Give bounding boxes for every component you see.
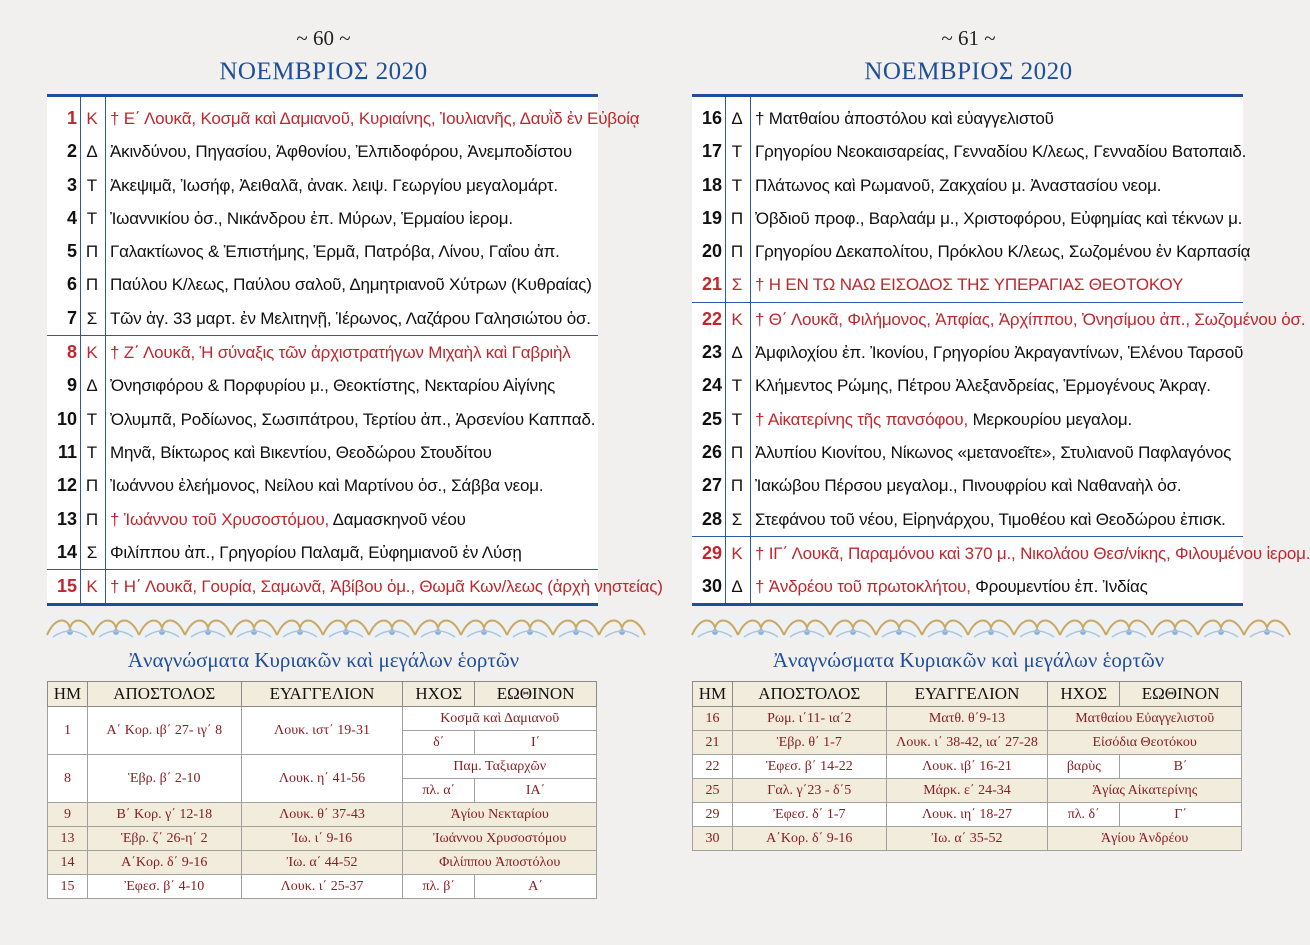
reading-eothinon: ΙΑ΄ [475, 779, 597, 803]
day-number: 26 [701, 441, 722, 462]
weekday-letter: Κ [731, 309, 743, 329]
day-number: 5 [66, 241, 77, 262]
calendar-row [47, 436, 598, 469]
weekday-letter: Κ [86, 343, 98, 363]
saints-text-part: Ὀβδιοῦ προφ., Βαρλαάμ μ., Χριστοφόρου, Εὐφημίας καὶ τέκνων μ. [755, 208, 1243, 228]
saints-text-part: Πλάτωνος καὶ Ρωμανοῦ, Ζακχαίου μ. Ἀναστασίου νεομ. [755, 175, 1162, 195]
weekday-letter: Π [730, 442, 744, 462]
reading-eothinon: Γ΄ [1120, 803, 1242, 827]
weekday-letter: Π [85, 275, 99, 295]
day-number: 3 [66, 174, 77, 195]
reading-day: 25 [693, 779, 733, 803]
reading-apostle: Α΄ Κορ. ιβ΄ 27- ιγ΄ 8 [87, 707, 241, 755]
reading-day: 21 [693, 731, 733, 755]
day-number: 12 [56, 475, 77, 496]
reading-day: 15 [48, 875, 88, 899]
calendar-row [692, 570, 1243, 603]
reading-day: 1 [48, 707, 88, 755]
reading-gospel: Μάρκ. ε΄ 24-34 [886, 779, 1048, 803]
saints-text-part: † ΙΓ΄ Λουκᾶ, Παραμόνου καὶ 370 μ., Νικολάου Θεσ/νίκης, Φιλουμένου ἱερομ. [755, 543, 1310, 563]
calendar-row [47, 169, 598, 202]
saints-text-part: Κλήμεντος Ρώμης, Πέτρου Ἀλεξανδρείας, Ἑρμογένους Ἀκραγ. [755, 376, 1211, 396]
saints-text [755, 403, 1245, 436]
saints-text [755, 102, 1245, 135]
day-number: 27 [701, 475, 722, 496]
reading-apostle: Ἑβρ. θ΄ 1-7 [732, 731, 886, 755]
weekday-letter: Π [730, 242, 744, 262]
saints-text [755, 169, 1245, 202]
day-number: 23 [701, 342, 722, 363]
reading-apostle: Ἑβρ. ζ΄ 26-η΄ 2 [87, 827, 241, 851]
day-number: 2 [66, 141, 77, 162]
reading-feast: Κοσμᾶ καὶ Δαμιανοῦ [403, 707, 597, 731]
col-header: ΗΜ [48, 682, 88, 707]
saints-text-part: † Ε΄ Λουκᾶ, Κοσμᾶ καὶ Δαμιανοῦ, Κυριαίνης, Ἰουλιανῆς, Δαυῒδ ἐν Εὐβοίᾳ [110, 109, 640, 128]
weekday-letter: Τ [731, 376, 743, 396]
calendar-box [47, 94, 663, 606]
calendar-row [47, 336, 598, 369]
saints-text [755, 570, 1245, 603]
weekday-letter: Σ [731, 509, 743, 529]
weekday-letter: Δ [86, 142, 98, 162]
calendar-row [47, 202, 598, 235]
reading-feast: Ἰωάννου Χρυσοστόμου [403, 827, 597, 851]
reading-tone: βαρὺς [1048, 755, 1120, 779]
reading-eothinon: Ι΄ [475, 731, 597, 755]
saints-text-part: Ὀνησιφόρου & Πορφυρίου μ., Θεοκτίστης, Νεκταρίου Αἰγίνης [110, 376, 556, 396]
col-header: ΕΥΑΓΓΕΛΙΟΝ [886, 682, 1048, 707]
saints-text-part: Μερκουρίου μεγαλομ. [972, 409, 1133, 429]
day-number: 7 [66, 307, 77, 328]
weekday-letter: Τ [86, 208, 98, 228]
saints-text [755, 436, 1245, 469]
weekday-letter: Δ [731, 109, 743, 128]
saints-text [755, 303, 1306, 336]
saints-text-part: Ἀκεψιμᾶ, Ἰωσήφ, Ἀειθαλᾶ, ἀνακ. λειψ. Γεωργίου μεγαλομάρτ. [110, 175, 558, 195]
calendar-row [692, 336, 1243, 369]
day-number: 6 [66, 274, 77, 295]
reading-feast: Ματθαίου Εὐαγγελιστοῦ [1048, 707, 1242, 731]
day-number: 15 [56, 576, 77, 597]
reading-row [693, 779, 1242, 803]
reading-day: 9 [48, 803, 88, 827]
calendar-row [47, 570, 663, 603]
saints-text-part: Ἀλυπίου Κιονίτου, Νίκωνος «μετανοεῖτε», Στυλιανοῦ Παφλαγόνος [755, 442, 1232, 462]
day-number: 8 [66, 342, 77, 363]
saints-text-part: Δαμασκηνοῦ νέου [332, 509, 466, 529]
saints-text-part: † Η΄ Λουκᾶ, Γουρία, Σαμωνᾶ, Ἀβίβου ὁμ., Θωμᾶ Κων/λεως (ἀρχὴ νηστείας) [110, 577, 663, 597]
weekday-letter: Τ [86, 442, 98, 462]
col-header: ΗΧΟΣ [1048, 682, 1120, 707]
saints-text [755, 369, 1245, 402]
weekday-letter: Π [85, 509, 99, 529]
weekday-letter: Κ [731, 543, 743, 563]
page-number: ~ 61 ~ [941, 26, 996, 50]
calendar-rows [47, 102, 663, 603]
day-number: 19 [701, 207, 722, 228]
calendar-row [692, 537, 1310, 570]
saints-text [755, 268, 1245, 301]
calendar-row [47, 536, 598, 570]
saints-text-part: † Ματθαίου ἀποστόλου καὶ εὐαγγελιστοῦ [755, 109, 1054, 128]
calendar-row [692, 469, 1243, 502]
readings-table [692, 681, 1242, 851]
saints-text [755, 235, 1251, 268]
reading-gospel: Λουκ. ι΄ 38-42, ια΄ 27-28 [886, 731, 1048, 755]
saints-text-part: † Θ΄ Λουκᾶ, Φιλήμονος, Ἀπφίας, Ἀρχίππου, Ὀνησίμου ἀπ., Σωζομένου ὁσ. [755, 309, 1306, 329]
reading-row [693, 731, 1242, 755]
calendar-row [47, 135, 598, 168]
saints-text-part: † Ἰωάννου τοῦ Χρυσοστόμου, [110, 509, 333, 529]
day-number: 13 [56, 508, 77, 529]
reading-day: 8 [48, 755, 88, 803]
left-page [47, 0, 663, 945]
reading-tone: πλ. β΄ [403, 875, 475, 899]
saints-text [110, 503, 600, 536]
reading-row [48, 707, 597, 731]
right-page [692, 0, 1310, 945]
reading-gospel: Λουκ. θ΄ 37-43 [241, 803, 403, 827]
saints-text-part: Φρουμεντίου ἐπ. Ἰνδίας [975, 577, 1148, 597]
reading-row [693, 707, 1242, 731]
reading-eothinon: Α΄ [475, 875, 597, 899]
weekday-letter: Δ [86, 376, 98, 396]
weekday-letter: Κ [86, 109, 98, 128]
calendar-row [47, 302, 598, 336]
reading-apostle: Β΄ Κορ. γ΄ 12-18 [87, 803, 241, 827]
reading-apostle: Γαλ. γ΄23 - δ΄5 [732, 779, 886, 803]
weekday-letter: Κ [86, 577, 98, 597]
calendar-row [692, 503, 1243, 537]
calendar-row [692, 369, 1243, 402]
reading-day: 16 [693, 707, 733, 731]
calendar-row [692, 102, 1243, 135]
day-number: 20 [701, 241, 722, 262]
reading-feast: Παμ. Ταξιαρχῶν [403, 755, 597, 779]
saints-text-part: Μηνᾶ, Βίκτωρος καὶ Βικεντίου, Θεοδώρου Στουδίτου [110, 442, 492, 462]
reading-gospel: Λουκ. ι΄ 25-37 [241, 875, 403, 899]
saints-text [755, 135, 1245, 168]
reading-gospel: Ἰω. ι΄ 9-16 [241, 827, 403, 851]
saints-text [110, 135, 600, 168]
reading-apostle: Ἐφεσ. δ΄ 1-7 [732, 803, 886, 827]
col-header: ΕΩΘΙΝΟΝ [1120, 682, 1242, 707]
day-number: 16 [701, 108, 722, 128]
ornament-divider [692, 615, 1245, 641]
reading-feast: Ἁγίου Ἀνδρέου [1048, 827, 1242, 851]
day-number: 18 [701, 174, 722, 195]
reading-gospel: Λουκ. ιβ΄ 16-21 [886, 755, 1048, 779]
month-title: ΝΟΕΜΒΡΙΟΣ 2020 [219, 58, 428, 85]
weekday-letter: Τ [731, 409, 743, 429]
saints-text-part: Ἀμφιλοχίου ἐπ. Ἰκονίου, Γρηγορίου Ἀκραγαντίνων, Ἑλένου Ταρσοῦ [755, 343, 1244, 363]
saints-text [110, 369, 600, 402]
saints-text [110, 536, 600, 569]
saints-text [110, 302, 600, 335]
reading-row [48, 851, 597, 875]
day-number: 21 [701, 274, 722, 295]
calendar-row [692, 268, 1243, 302]
reading-gospel: Ἰω. α΄ 44-52 [241, 851, 403, 875]
saints-text [755, 336, 1245, 369]
col-header: ΑΠΟΣΤΟΛΟΣ [87, 682, 241, 707]
saints-text-part: Ἰωαννικίου ὁσ., Νικάνδρου ἐπ. Μύρων, Ἑρμαίου ἱερομ. [110, 208, 513, 228]
reading-day: 29 [693, 803, 733, 827]
calendar-row [47, 102, 640, 135]
saints-text-part: Ὀλυμπᾶ, Ροδίωνος, Σωσιπάτρου, Τερτίου ἀπ., Ἀρσενίου Καππαδ. [110, 409, 596, 429]
day-number: 9 [66, 375, 77, 396]
calendar-row [692, 169, 1243, 202]
weekday-letter: Τ [731, 175, 743, 195]
day-number: 1 [66, 108, 77, 128]
day-number: 14 [56, 541, 77, 562]
saints-text [755, 537, 1310, 570]
saints-text [110, 469, 600, 502]
reading-row [693, 803, 1242, 827]
reading-tone: δ΄ [403, 731, 475, 755]
saints-text-part: Ἰακώβου Πέρσου μεγαλομ., Πινουφρίου καὶ Ναθαναὴλ ὁσ. [755, 476, 1182, 496]
reading-feast: Ἁγίας Αἰκατερίνης [1048, 779, 1242, 803]
saints-text-part: Γρηγορίου Νεοκαισαρείας, Γενναδίου Κ/λεως, Γενναδίου Βατοπαιδ. [755, 142, 1247, 162]
day-number: 11 [57, 441, 77, 462]
calendar-row [692, 202, 1243, 235]
weekday-letter: Π [730, 208, 744, 228]
calendar-row [692, 403, 1243, 436]
reading-row [48, 875, 597, 899]
calendar-row [692, 436, 1243, 469]
day-number: 22 [701, 308, 722, 329]
saints-text-part: Ἀκινδύνου, Πηγασίου, Ἀφθονίου, Ἐλπιδοφόρου, Ἀνεμποδίστου [110, 142, 573, 162]
reading-apostle: Α΄Κορ. δ΄ 9-16 [87, 851, 241, 875]
saints-text-part: Γαλακτίωνος & Ἐπιστήμης, Ἑρμᾶ, Πατρόβα, Λίνου, Γαΐου ἀπ. [110, 242, 560, 262]
calendar-row [47, 268, 598, 301]
reading-row [48, 755, 597, 779]
saints-text [110, 570, 663, 603]
reading-feast: Εἰσόδια Θεοτόκου [1048, 731, 1242, 755]
reading-gospel: Λουκ. ιη΄ 18-27 [886, 803, 1048, 827]
saints-text-part: † Η ΕΝ ΤΩ ΝΑΩ ΕΙΣΟΔΟΣ ΤΗΣ ΥΠΕΡΑΓΙΑΣ ΘΕΟΤΟΚΟΥ [755, 275, 1184, 295]
ornament-divider [47, 615, 600, 641]
weekday-letter: Τ [731, 142, 743, 162]
readings-title: Ἀναγνώσματα Κυριακῶν καὶ μεγάλων ἑορτῶν [772, 648, 1165, 672]
weekday-letter: Σ [731, 275, 743, 295]
reading-row [48, 827, 597, 851]
reading-gospel: Ματθ. θ΄9-13 [886, 707, 1048, 731]
saints-text [110, 202, 600, 235]
reading-row [48, 803, 597, 827]
reading-apostle: Ἐφεσ. β΄ 4-10 [87, 875, 241, 899]
col-header: ΗΜ [693, 682, 733, 707]
weekday-letter: Σ [86, 308, 98, 328]
calendar-row [47, 235, 598, 268]
reading-apostle: Ἑβρ. β΄ 2-10 [87, 755, 241, 803]
day-number: 30 [701, 576, 722, 597]
saints-text-part: Φιλίππου ἀπ., Γρηγορίου Παλαμᾶ, Εὐφημιανοῦ ἐν Λύσῃ [110, 542, 522, 562]
saints-text-part: † Ζ΄ Λουκᾶ, Ἡ σύναξις τῶν ἀρχιστρατήγων Μιχαὴλ καὶ Γαβριὴλ [110, 343, 571, 363]
day-number: 28 [701, 508, 722, 529]
day-number: 17 [701, 141, 722, 162]
reading-gospel: Ἰω. α΄ 35-52 [886, 827, 1048, 851]
saints-text [110, 235, 600, 268]
day-number: 24 [701, 375, 722, 396]
saints-text-part: † Αἰκατερίνης τῆς πανσόφου, [755, 409, 973, 429]
weekday-letter: Τ [86, 409, 98, 429]
reading-row [693, 827, 1242, 851]
saints-text [110, 102, 640, 135]
saints-text-part: Παύλου Κ/λεως, Παύλου σαλοῦ, Δημητριανοῦ Χύτρων (Κυθραίας) [110, 275, 592, 295]
saints-text [110, 268, 600, 301]
readings-title: Ἀναγνώσματα Κυριακῶν καὶ μεγάλων ἑορτῶν [127, 648, 520, 672]
col-header: ΑΠΟΣΤΟΛΟΣ [732, 682, 886, 707]
saints-text-part: Τῶν ἁγ. 33 μαρτ. ἐν Μελιτηνῇ, Ἱέρωνος, Λαζάρου Γαλησιώτου ὁσ. [110, 308, 591, 328]
reading-apostle: Α΄Κορ. δ΄ 9-16 [732, 827, 886, 851]
reading-gospel: Λουκ. η΄ 41-56 [241, 755, 403, 803]
reading-day: 14 [48, 851, 88, 875]
weekday-letter: Π [85, 242, 99, 262]
day-number: 10 [56, 408, 77, 429]
reading-day: 30 [693, 827, 733, 851]
weekday-letter: Σ [86, 542, 98, 562]
saints-text [110, 169, 600, 202]
reading-feast: Ἁγίου Νεκταρίου [403, 803, 597, 827]
saints-text [110, 403, 600, 436]
page-number: ~ 60 ~ [296, 26, 351, 50]
day-number: 25 [701, 408, 722, 429]
reading-apostle: Ρωμ. ι΄11- ια΄2 [732, 707, 886, 731]
calendar-rows [692, 102, 1310, 603]
calendar-row [47, 503, 598, 536]
reading-feast: Φιλίππου Ἀποστόλου [403, 851, 597, 875]
weekday-letter: Δ [731, 577, 743, 597]
col-header: ΕΩΘΙΝΟΝ [475, 682, 597, 707]
col-header: ΕΥΑΓΓΕΛΙΟΝ [241, 682, 403, 707]
weekday-letter: Π [85, 476, 99, 496]
reading-eothinon: Β΄ [1120, 755, 1242, 779]
calendar-row [47, 469, 598, 502]
reading-apostle: Ἐφεσ. β΄ 14-22 [732, 755, 886, 779]
saints-text [755, 469, 1245, 502]
reading-tone: πλ. α΄ [403, 779, 475, 803]
saints-text [755, 202, 1245, 235]
calendar-row [692, 303, 1306, 336]
weekday-letter: Τ [86, 175, 98, 195]
reading-day: 22 [693, 755, 733, 779]
weekday-letter: Δ [731, 343, 743, 363]
saints-text-part: Ἰωάννου ἐλεήμονος, Νείλου καὶ Μαρτίνου ὁσ., Σάββα νεομ. [110, 476, 544, 496]
saints-text-part: † Ἀνδρέου τοῦ πρωτοκλήτου, [755, 577, 976, 597]
calendar-row [47, 403, 598, 436]
saints-text [110, 436, 600, 469]
calendar-row [692, 235, 1251, 268]
calendar-box [692, 94, 1310, 606]
day-number: 29 [701, 542, 722, 563]
saints-text-part: Στεφάνου τοῦ νέου, Εἰρηνάρχου, Τιμοθέου καὶ Θεοδώρου ἐπισκ. [755, 509, 1226, 529]
readings-table [47, 681, 597, 899]
reading-tone: πλ. δ΄ [1048, 803, 1120, 827]
calendar-row [47, 369, 598, 402]
saints-text-part: Γρηγορίου Δεκαπολίτου, Πρόκλου Κ/λεως, Σωζομένου ἐν Καρπασίᾳ [755, 242, 1251, 262]
reading-day: 13 [48, 827, 88, 851]
weekday-letter: Π [730, 476, 744, 496]
day-number: 4 [66, 207, 77, 228]
saints-text [110, 336, 600, 369]
reading-row [693, 755, 1242, 779]
reading-gospel: Λουκ. ιστ΄ 19-31 [241, 707, 403, 755]
saints-text [755, 503, 1245, 536]
month-title: ΝΟΕΜΒΡΙΟΣ 2020 [864, 58, 1073, 85]
col-header: ΗΧΟΣ [403, 682, 475, 707]
calendar-row [692, 135, 1247, 168]
